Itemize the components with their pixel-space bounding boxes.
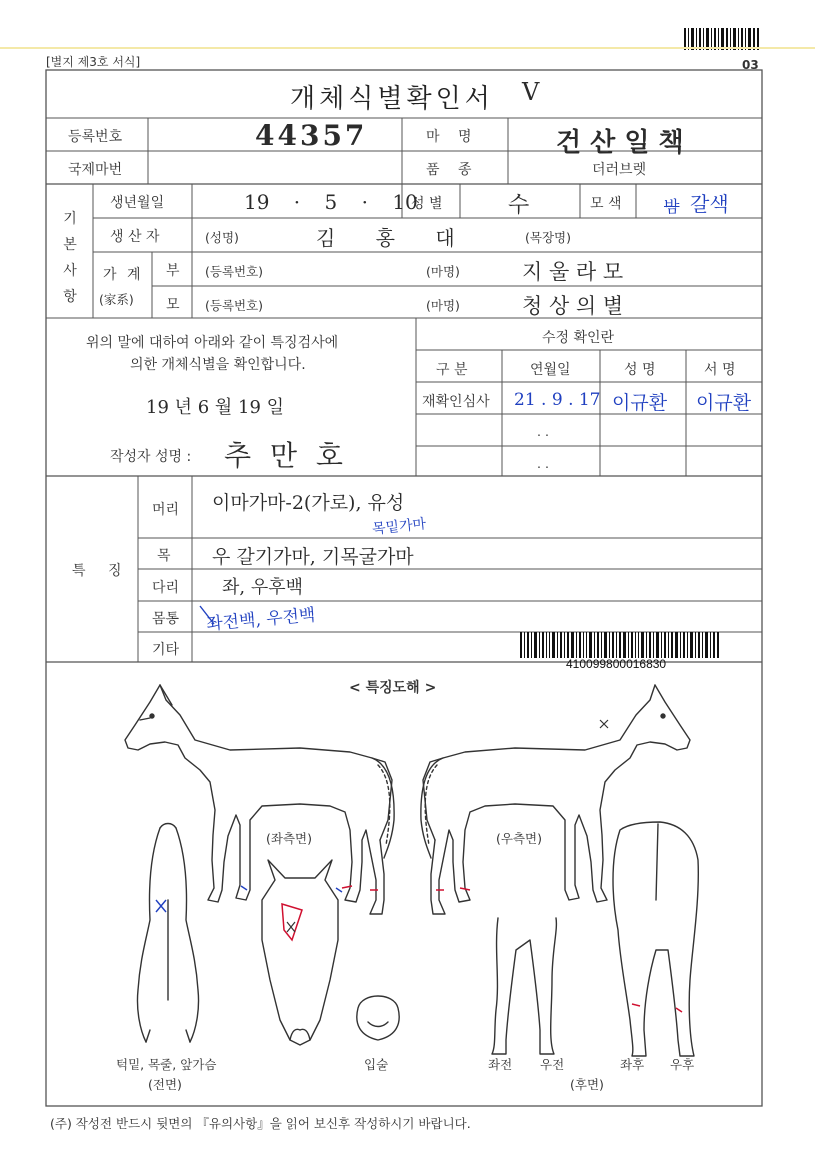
- sire-value: 지 울 라 모: [522, 260, 624, 284]
- writer-value: 추 만 호: [224, 439, 343, 472]
- breed-value: 더러브렛: [592, 162, 647, 178]
- revision-row1-sign: 이규환: [696, 392, 752, 414]
- producer-label: 생 산 자: [110, 229, 160, 245]
- page-number: 03: [742, 58, 759, 72]
- confirm-text-line2: 의한 개체식별을 확인합니다.: [130, 357, 306, 373]
- intl-no-label: 국제마번: [68, 162, 123, 178]
- sire-label: 부: [166, 263, 180, 279]
- revision-header-name: 성 명: [624, 362, 656, 378]
- reg-no-label: 등록번호: [68, 129, 123, 145]
- other-label: 기타: [152, 642, 180, 658]
- sex-label: 성 별: [411, 196, 443, 212]
- features-section-label: 특 징: [72, 563, 122, 579]
- title-check-mark: V: [522, 78, 540, 106]
- sire-reg-paren: (등록번호): [205, 264, 264, 279]
- neck-label: 목: [157, 548, 171, 564]
- right-side-label: (우측면): [496, 831, 542, 846]
- farm-name-paren: (목장명): [525, 230, 571, 245]
- basic-section-label: 기 본 사 항: [63, 211, 77, 305]
- producer-name-paren: (성명): [205, 230, 239, 245]
- barcode-number: 410099800016830: [566, 657, 667, 671]
- revision-title: 수정 확인란: [542, 330, 615, 346]
- footnote: (주) 작성전 반드시 뒷면의 『유의사항』을 읽어 보신후 작성하시기 바랍니다.: [50, 1116, 471, 1131]
- horse-right-side: [421, 685, 690, 914]
- horse-front-neck: [137, 824, 198, 1043]
- rear-view-label: (후면): [570, 1077, 604, 1092]
- sire-name-paren: (마명): [426, 264, 460, 279]
- lips-label: 입술: [364, 1057, 389, 1072]
- lineage-label: 가 계: [103, 267, 141, 283]
- right-fore-label: 우전: [540, 1057, 565, 1072]
- horse-front-legs: [492, 918, 556, 1054]
- breed-label: 품 종: [426, 162, 472, 178]
- horse-lips: [357, 996, 399, 1040]
- dam-value: 청 상 의 별: [522, 294, 624, 318]
- color-correction: 갈색: [690, 192, 729, 216]
- revision-row1-name: 이규환: [612, 392, 668, 414]
- left-hind-label: 좌후: [620, 1057, 645, 1072]
- neck-value: 우 갈기가마, 기목굴가마: [212, 546, 414, 568]
- revision-row3-dots: . .: [537, 456, 549, 471]
- birth-value: 19 · 5 · 10: [244, 190, 418, 214]
- right-hind-label: 우후: [670, 1057, 695, 1072]
- left-side-label: (좌측면): [266, 831, 312, 846]
- reg-no-value: 44357: [255, 119, 368, 152]
- revision-header-sign: 서 명: [704, 362, 736, 378]
- revision-header-type: 구 분: [436, 362, 468, 378]
- dam-reg-paren: (등록번호): [205, 298, 264, 313]
- diagram-title: < 특징도해 >: [349, 680, 437, 696]
- form-label: [별지 제3호 서식]: [46, 55, 141, 69]
- horse-head-front: [262, 860, 338, 1045]
- producer-value: 김 홍 대: [316, 226, 455, 250]
- neck-note: 목밑가마: [371, 516, 427, 538]
- body-value: 좌전백, 우전백: [205, 605, 317, 635]
- front-view-label: (전면): [148, 1077, 182, 1092]
- confirm-date: 19 년 6 월 19 일: [146, 397, 285, 418]
- dam-label: 모: [166, 297, 180, 313]
- head-label: 머리: [152, 502, 180, 518]
- birth-label: 생년월일: [110, 195, 165, 211]
- horse-name-label: 마 명: [426, 129, 472, 145]
- writer-label: 작성자 성명 :: [110, 449, 192, 465]
- body-label: 몸통: [152, 611, 180, 627]
- sex-value: 수: [508, 193, 530, 218]
- horse-name-value: 건 산 일 책: [556, 128, 684, 158]
- color-value-struck: 밤: [664, 197, 680, 216]
- revision-row2-dots: . .: [537, 424, 549, 439]
- horse-left-side: [125, 685, 394, 914]
- revision-row1-type: 재확인심사: [422, 394, 490, 410]
- lineage-hanja: (家系): [99, 292, 134, 307]
- horse-rear-view: [613, 822, 698, 1056]
- revision-row1-date: 21 . 9 . 17: [514, 390, 601, 410]
- color-label: 모 색: [590, 196, 622, 212]
- confirm-text-line1: 위의 말에 대하여 아래와 같이 특징검사에: [86, 335, 339, 351]
- front-parts-label: 턱밑, 목줄, 앞가슴: [116, 1057, 217, 1072]
- dam-name-paren: (마명): [426, 298, 460, 313]
- revision-header-date: 연월일: [530, 362, 571, 378]
- left-fore-label: 좌전: [488, 1057, 513, 1072]
- legs-value: 좌, 우후백: [222, 577, 303, 598]
- head-value: 이마가마-2(가로), 유성: [212, 492, 405, 514]
- legs-label: 다리: [152, 580, 180, 596]
- document-title: 개체식별확인서: [290, 84, 494, 114]
